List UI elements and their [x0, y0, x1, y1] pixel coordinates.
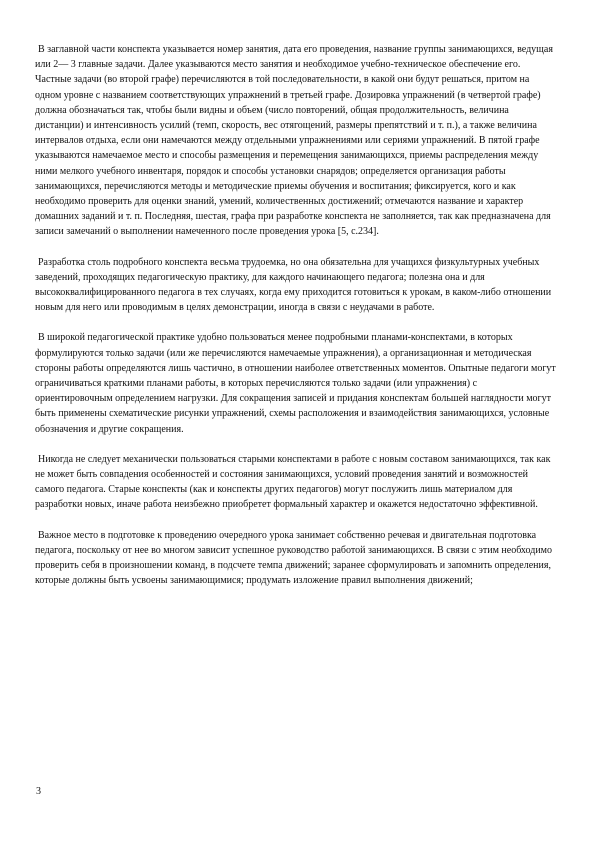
page-number: 3	[36, 786, 41, 797]
document-body	[35, 42, 557, 604]
paragraph-plan-conspect: В широкой педагогической практике удобно пользоваться менее подробными планами-конспектами, в которых формулируются только задачи (или же перечисляются намечаемые упражнения), а организационная и методическая стороны работы определяются лишь частично, в отношении наиболее ответственных моментов. Опытные педагоги могут ограничиваться краткими планами работы, в которых перечисляются только задачи (или упражнения) с ориентировочным определением нагрузки. Для сокращения записей и придания конспектам большей наглядности могут быть применены схематические рисунки упражнений, схемы расположения и взаимодействия занимающихся, условные обозначения и другие сокращения.	[35, 332, 556, 435]
paragraph-conspect-header: В заглавной части конспекта указывается номер занятия, дата его проведения, название группы занимающихся, ведущая или 2— 3 главные задачи. Далее указываются место занятия и необходимое учебно-техническое обеспечение его. Частные задачи (во второй графе) перечисляются в той последовательности, в какой они будут решаться, притом на одном уровне с названием соответствующих упражнений в третьей графе. Дозировка упражнений (в четвертой графе) должна обозначаться так, чтобы были видны и объем (число повторений, общая продолжительность, величина дистанции) и интенсивность усилий (темп, скорость, вес отягощений, размеры препятствий и т. п.), а также величина интервалов отдыха, если они намечаются между отдельными упражнениями или сериями упражнений. В пятой графе указываются намечаемое место и способы размещения и перемещения занимающихся, приемы распределения между ними мелкого учебного инвентаря, порядок и способы установки снарядов; определяется организация работы занимающихся, перечисляются методы и методические приемы обучения и воспитания; фиксируется, кого и как необходимо проверить для оценки знаний, умений, количественных достижений; отмечаются название и характер домашних заданий и т. п. Последняя, шестая, графа при разработке конспекта не заполняется, так как предназначена для записи замечаний о выполнении намеченного после проведения урока [5, с.234].	[35, 44, 553, 238]
paragraph-detailed-conspect: Разработка столь подробного конспекта весьма трудоемка, но она обязательна для учащихся физкультурных учебных заведений, проходящих педагогическую практику, для каждого начинающего педагога; полезна она и для высококвалифицированного педагога в тех случаях, когда ему приходится готовиться к урокам, в каком-либо отношении новым для него или проводимым в целях демонстрации, иногда в связи с неудачами в работе.	[35, 256, 552, 314]
paragraph-old-conspects: Никогда не следует механически пользоваться старыми конспектами в работе с новым составом занимающихся, так как не может быть совпадения особенностей и состояния занимающихся, условий проведения занятий и возможностей самого педагога. Старые конспекты (как и конспекты других педагогов) могут послужить лишь материалом для разработки новых, иначе работа неизбежно приобретет формальный характер и окажется недостаточно эффективной.	[35, 453, 551, 511]
paragraph-speech-preparation: Важное место в подготовке к проведению очередного урока занимает собственно речевая и двигательная подготовка педагога, поскольку от нее во многом зависит успешное руководство работой занимающихся. В связи с этим необходимо проверить себя в произношении команд, в подсчете темпа движений; заранее сформулировать и запомнить определения, которые должны быть усвоены занимающимися; продумать изложение правил выполнения движений;	[35, 529, 553, 587]
